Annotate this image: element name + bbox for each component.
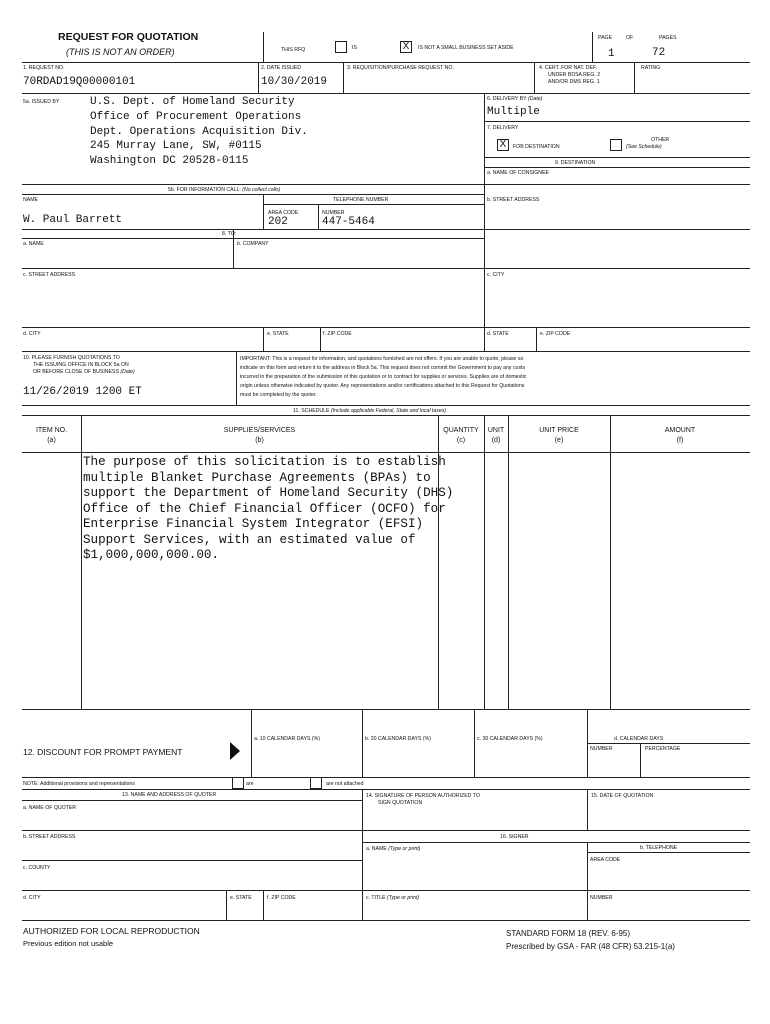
destination-label: 9. DESTINATION <box>555 160 596 166</box>
to-street-label: c. STREET ADDRESS <box>23 272 76 278</box>
fob-destination-label: FOB DESTINATION <box>513 144 560 150</box>
contact-name-value: W. Paul Barrett <box>23 214 123 226</box>
issued-by-label: 5a. ISSUED BY <box>23 99 60 105</box>
is-label: IS <box>352 45 357 51</box>
to-company-label: b. COMPANY <box>237 241 269 247</box>
is-small-business-checkbox[interactable] <box>335 41 347 53</box>
total-pages: 72 <box>652 47 666 59</box>
footer-previous-edition: Previous edition not usable <box>23 939 114 948</box>
other-delivery-note: (See Schedule) <box>626 144 662 150</box>
furnish-line-2: THE ISSUING OFFICE IN BLOCK 5a ON <box>33 362 129 368</box>
furnish-line-1: 10. PLEASE FURNISH QUOTATIONS TO <box>23 355 120 361</box>
fob-destination-check-mark: X <box>499 139 507 150</box>
pages-label: PAGES <box>659 35 677 41</box>
column-header-supplies: SUPPLIES/SERVICES (b) <box>223 427 296 444</box>
footer-reproduction: AUTHORIZED FOR LOCAL REPRODUCTION <box>23 926 200 936</box>
rating-label: RATING <box>641 65 661 71</box>
dest-zip-label: e. ZIP CODE <box>540 331 571 337</box>
request-no-label: 1. REQUEST NO. <box>23 65 65 71</box>
footer-standard-form: STANDARD FORM 18 (REV. 6-95) <box>506 929 631 938</box>
delivery-by-label: 6. DELIVERY BY (Date) <box>487 96 543 102</box>
signer-number-label: NUMBER <box>590 895 613 901</box>
discount-arrow-icon <box>230 742 240 760</box>
page-label: PAGE <box>598 35 613 41</box>
discount-30-days: c. 30 CALENDAR DAYS (%) <box>477 736 543 742</box>
discount-number-label: NUMBER <box>590 746 613 752</box>
important-line-1: IMPORTANT: This is a request for information, and quotations furnished are not offers. If you are unable to quote, please so <box>240 356 524 362</box>
cert-label-3: AND/OR DMS REG. 1 <box>548 79 600 85</box>
signature-label-1: 14. SIGNATURE OF PERSON AUTHORIZED TO <box>366 793 480 799</box>
to-zip-label: f. ZIP CODE <box>323 331 352 337</box>
signer-name-label: a. NAME (Type or print) <box>366 846 421 852</box>
important-line-5: must be completed by the quoter. <box>240 392 317 398</box>
signer-telephone-label: b. TELEPHONE <box>640 845 678 851</box>
issued-by-line-2: Office of Procurement Operations <box>90 111 302 123</box>
cert-label-2: UNDER BDSA REG. 2 <box>548 72 601 78</box>
form-subtitle: (THIS IS NOT AN ORDER) <box>66 47 175 57</box>
quoter-section-label: 13. NAME AND ADDRESS OF QUOTER <box>122 792 217 798</box>
issued-by-line-5: Washington DC 20528-0115 <box>90 155 249 167</box>
other-delivery-checkbox[interactable] <box>610 139 622 151</box>
quoter-zip-label: f. ZIP CODE <box>267 895 296 901</box>
request-no-value: 70RDAD19Q00000101 <box>23 76 136 88</box>
discount-percentage-label: PERCENTAGE <box>645 746 681 752</box>
schedule-title: 11. SCHEDULE (Include applicable Federal, State and local taxes) <box>293 408 447 414</box>
telephone-label: TELEPHONE NUMBER <box>333 197 389 203</box>
form-title: REQUEST FOR QUOTATION <box>58 31 199 43</box>
issued-by-line-4: 245 Murray Lane, SW, #0115 <box>90 140 262 152</box>
are-attached-checkbox[interactable] <box>232 777 244 789</box>
to-city-label: d. CITY <box>23 331 41 337</box>
other-delivery-label: OTHER <box>651 137 670 143</box>
of-label: OF <box>626 35 634 41</box>
footer-prescribed-by: Prescribed by GSA - FAR (48 CFR) 53.215-1(a) <box>506 942 675 951</box>
not-small-business-label: IS NOT A SMALL BUSINESS SET ASIDE <box>418 45 514 51</box>
to-name-label: a. NAME <box>23 241 44 247</box>
signer-section-label: 16. SIGNER <box>500 834 529 840</box>
quoter-county-label: c. COUNTY <box>23 865 51 871</box>
to-state-label: e. STATE <box>267 331 289 337</box>
issued-by-line-3: Dept. Operations Acquisition Div. <box>90 126 308 138</box>
dest-state-label: d. STATE <box>487 331 509 337</box>
quoter-city-label: d. CITY <box>23 895 41 901</box>
discount-10-days: a. 10 CALENDAR DAYS (%) <box>254 736 320 742</box>
issued-by-line-1: U.S. Dept. of Homeland Security <box>90 96 295 108</box>
date-of-quotation-label: 15. DATE OF QUOTATION <box>591 793 654 799</box>
signer-area-code-label: AREA CODE <box>590 857 621 863</box>
area-code-label: AREA CODE <box>268 210 299 216</box>
number-label: NUMBER <box>322 210 345 216</box>
column-header-amount: AMOUNT (f) <box>664 427 696 444</box>
requisition-label: 3. REQUISITION/PURCHASE REQUEST NO. <box>347 65 454 71</box>
area-code-value: 202 <box>268 216 288 228</box>
this-rfq-label: THIS RFQ <box>281 47 306 53</box>
signer-title-label: c. TITLE (Type or print) <box>366 895 420 901</box>
column-header-item-no: ITEM NO. (a) <box>35 427 68 444</box>
furnish-line-3: OR BEFORE CLOSE OF BUSINESS (Date) <box>33 369 135 375</box>
phone-number-value: 447-5464 <box>322 216 375 228</box>
dest-city-label: c. CITY <box>487 272 505 278</box>
delivery-label: 7. DELIVERY <box>487 125 519 131</box>
column-header-unit: UNIT (d) <box>487 427 505 444</box>
page-number: 1 <box>608 48 615 60</box>
quoter-name-label: a. NAME OF QUOTER <box>23 805 77 811</box>
note-text: NOTE: Additional provisions and representations <box>23 781 135 787</box>
column-header-unit-price: UNIT PRICE (e) <box>539 427 579 444</box>
to-label: 8. TO: <box>222 231 237 237</box>
info-call-label: 5b. FOR INFORMATION CALL: (No collect calls) <box>168 187 281 193</box>
discount-20-days: b. 20 CALENDAR DAYS (%) <box>365 736 431 742</box>
important-line-4: origin unless otherwise indicated by quoter. Any representations and/or certifications attached to this Request for Quotations <box>240 383 525 389</box>
are-not-label: are not attached <box>326 781 364 787</box>
contact-name-label: NAME <box>23 197 38 203</box>
column-header-quantity: QUANTITY (c) <box>443 427 479 444</box>
not-small-business-check-mark: X <box>402 41 410 52</box>
delivery-by-value: Multiple <box>487 106 540 118</box>
schedule-description: The purpose of this solicitation is to establish multiple Blanket Purchase Agreements (BPAs) to support the Department of Homeland Security (DHS) Office of the Chief Financial Officer (OCFO) for Enterprise Financial System Integrator (EFSI) Support Services, with an estimated value of $1,000,000,000.00. <box>83 455 454 562</box>
quoter-state-label: e. STATE <box>230 895 252 901</box>
quote-due-date: 11/26/2019 1200 ET <box>23 386 142 398</box>
consignee-label: a. NAME OF CONSIGNEE <box>487 170 549 176</box>
cert-label-1: 4. CERT. FOR NAT. DEF. <box>539 65 598 71</box>
discount-label: 12. DISCOUNT FOR PROMPT PAYMENT <box>23 747 183 757</box>
are-label: are <box>246 781 254 787</box>
quoter-street-label: b. STREET ADDRESS <box>23 834 76 840</box>
signature-label-2: SIGN QUOTATION <box>378 800 423 806</box>
date-issued-label: 2. DATE ISSUED <box>261 65 301 71</box>
discount-calendar-days: d. CALENDAR DAYS <box>614 736 664 742</box>
important-line-2: indicate on this form and return it to the address in Block 5a. This request does not commit the Government to pay any costs <box>240 365 526 371</box>
are-not-attached-checkbox[interactable] <box>310 777 322 789</box>
date-issued-value: 10/30/2019 <box>261 76 328 88</box>
important-line-3: incurred in the preparation of the submission of this quotation or to contract for supplies or services. Supplies are of domestic <box>240 374 527 380</box>
dest-street-label: b. STREET ADDRESS <box>487 197 540 203</box>
